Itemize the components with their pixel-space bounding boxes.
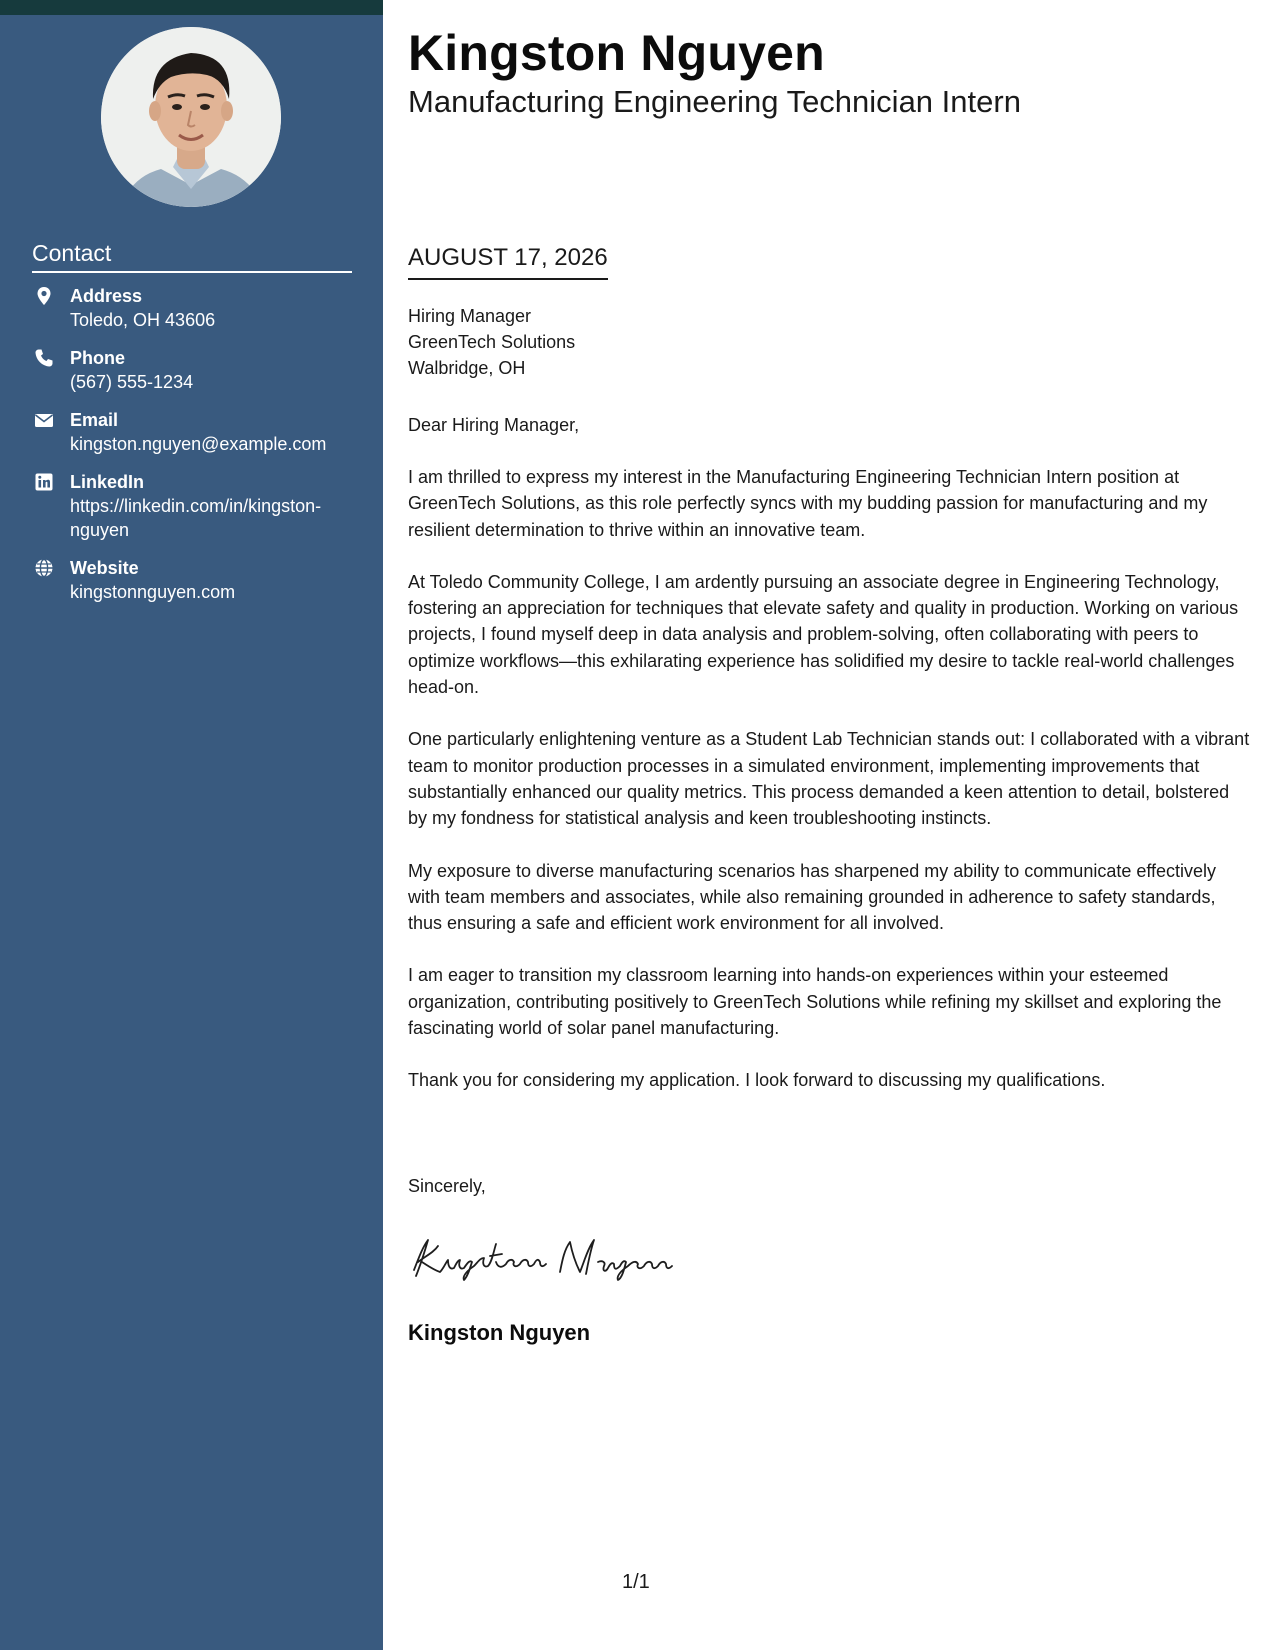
page-number: 1/1 — [622, 1571, 650, 1593]
contact-website-value[interactable]: kingstonnguyen.com — [70, 582, 236, 602]
contact-email-label: Email — [70, 410, 119, 430]
contact-linkedin — [32, 470, 352, 542]
contact-email — [32, 408, 352, 456]
letter-date: AUGUST 17, 2026 — [408, 244, 608, 280]
candidate-role: Manufacturing Engineering Technician Intern — [408, 84, 1021, 119]
handwritten-signature — [408, 1232, 678, 1282]
letter-body — [408, 464, 1253, 1120]
recipient-title: Hiring Manager — [408, 306, 532, 326]
linkedin-icon — [34, 472, 54, 492]
body-paragraph: I am eager to transition my classroom learning into hands-on experiences within your esteemed organization, contributing positively to GreenTech Solutions while refining my skillset and exploring the fascinating world of solar panel manufacturing. — [408, 965, 1222, 1039]
body-paragraph: My exposure to diverse manufacturing scenarios has sharpened my ability to communicate effectively with team members and associates, while also remaining grounded in adherence to safety standards, thus ensuring a safe and efficient work environment for all involved. — [408, 860, 1217, 934]
contact-address — [32, 284, 352, 332]
contact-website-label: Website — [70, 558, 139, 578]
contact-phone-value: (567) 555-1234 — [70, 372, 194, 392]
contact-linkedin-value-line1[interactable]: https://linkedin.com/in/kingston- — [70, 496, 322, 516]
phone-icon — [34, 348, 54, 368]
sidebar — [0, 0, 383, 1650]
contact-email-value[interactable]: kingston.nguyen@example.com — [70, 434, 327, 454]
contact-linkedin-label: LinkedIn — [70, 472, 145, 492]
contact-address-label: Address — [70, 286, 143, 306]
contact-linkedin-value-line2[interactable]: nguyen — [70, 520, 130, 540]
contact-website — [32, 556, 352, 604]
body-paragraph: I am thrilled to express my interest in the Manufacturing Engineering Technician Intern position at GreenTech Solutions, as this role perfectly syncs with my budding passion for manufacturing and my resilient determination to thrive within an innovative team. — [408, 467, 1208, 540]
body-paragraph: At Toledo Community College, I am ardently pursuing an associate degree in Engineering Technology, fostering an appreciation for techniques that elevate safety and quality in production. Working on various projects, I found myself deep in data analysis and problem-solving, often collaborating with peers to optimize workflows—this exhilarating experience has solidified my desire to tackle real-world challenges head-on. — [408, 571, 1239, 698]
contact-address-value: Toledo, OH 43606 — [70, 310, 216, 330]
contact-phone-label: Phone — [70, 348, 126, 368]
candidate-name: Kingston Nguyen — [408, 25, 825, 81]
body-paragraph: Thank you for considering my application. I look forward to discussing my qualifications. — [408, 1070, 1106, 1091]
signer-name: Kingston Nguyen — [408, 1320, 591, 1345]
sidebar-top-bar — [0, 0, 383, 15]
envelope-icon — [34, 410, 54, 430]
contact-phone — [32, 346, 352, 394]
globe-icon — [34, 558, 54, 578]
profile-photo-illustration — [101, 27, 281, 207]
salutation: Dear Hiring Manager, — [408, 415, 580, 435]
body-paragraph: One particularly enlightening venture as a Student Lab Technician stands out: I collaborated with a vibrant team to monitor production processes in a simulated environment, implementing improvements that substantially enhanced our quality metrics. This process demanded a keen attention to detail, bolstered by my fondness for statistical analysis and keen troubleshooting instincts. — [408, 729, 1250, 829]
contact-heading: Contact — [32, 240, 352, 273]
closing: Sincerely, — [408, 1176, 486, 1196]
profile-photo — [101, 27, 281, 207]
recipient-location: Walbridge, OH — [408, 358, 526, 378]
recipient-company: GreenTech Solutions — [408, 332, 576, 352]
contact-list — [32, 284, 352, 618]
map-pin-icon — [34, 286, 54, 306]
recipient-block — [408, 303, 575, 381]
